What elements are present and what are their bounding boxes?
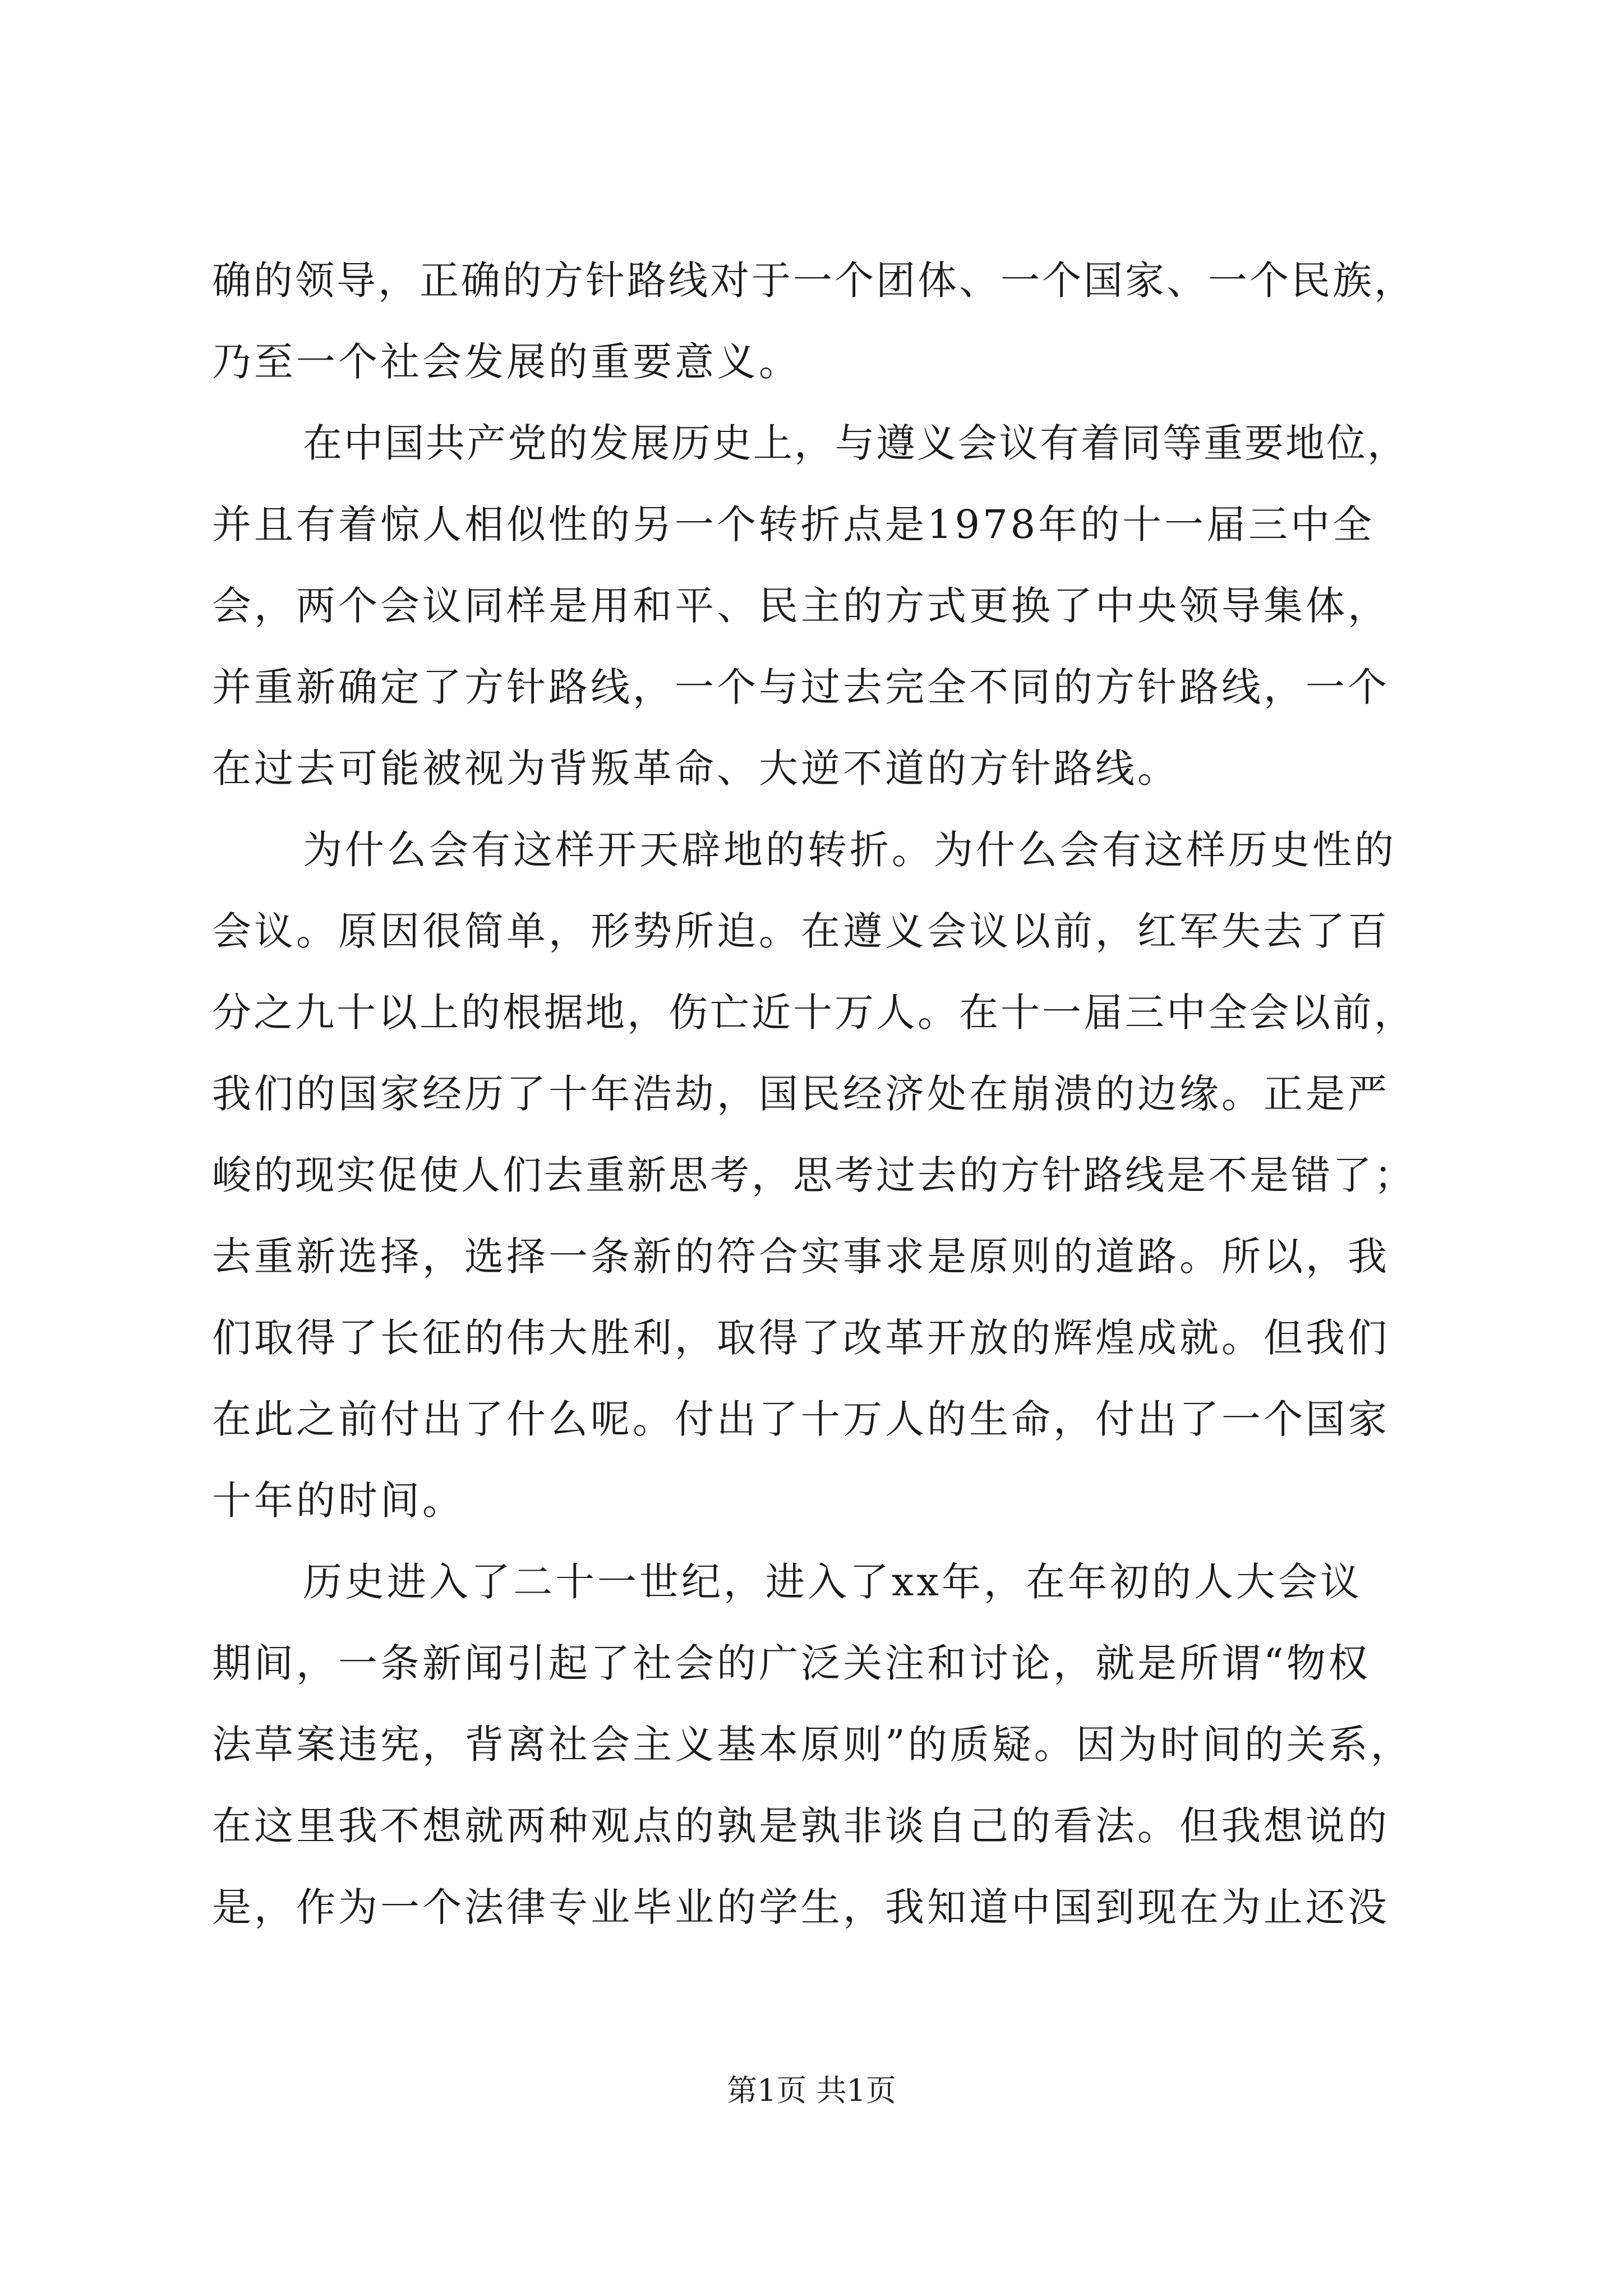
text-line: 并重新确定了方针路线，一个与过去完全不同的方针路线，一个 bbox=[212, 664, 1390, 710]
text-line: 确的领导，正确的方针路线对于一个团体、一个国家、一个民族， bbox=[212, 257, 1415, 303]
text-line: 们取得了长征的伟大胜利，取得了改革开放的辉煌成就。但我们 bbox=[212, 1315, 1390, 1361]
text-line: 会议。原因很简单，形势所迫。在遵义会议以前，红军失去了百 bbox=[212, 908, 1390, 954]
text-line: 我们的国家经历了十年浩劫，国民经济处在崩溃的边缘。正是严 bbox=[212, 1071, 1390, 1117]
text-line: 并且有着惊人相似性的另一个转折点是1978年的十一届三中全 bbox=[212, 501, 1375, 547]
text-line: 是，作为一个法律专业毕业的学生，我知道中国到现在为止还没 bbox=[212, 1884, 1390, 1930]
text-line: 乃至一个社会发展的重要意义。 bbox=[212, 339, 801, 385]
text-line: 峻的现实促使人们去重新思考，思考过去的方针路线是不是错了； bbox=[212, 1152, 1415, 1198]
paragraph-start-line: 为什么会有这样开天辟地的转折。为什么会有这样历史性的 bbox=[303, 827, 1396, 873]
text-line: 十年的时间。 bbox=[212, 1478, 464, 1524]
text-line: 分之九十以上的根据地，伤亡近十万人。在十一届三中全会以前， bbox=[212, 990, 1415, 1036]
text-line: 期间，一条新闻引起了社会的广泛关注和讨论，就是所谓“物权 bbox=[212, 1640, 1371, 1686]
paragraph-start-line: 在中国共产党的发展历史上，与遵义会议有着同等重要地位， bbox=[303, 420, 1408, 466]
text-line: 法草案违宪，背离社会主义基本原则”的质疑。因为时间的关系， bbox=[212, 1722, 1413, 1768]
text-line: 去重新选择，选择一条新的符合实事求是原则的道路。所以，我 bbox=[212, 1234, 1390, 1280]
text-line: 在这里我不想就两种观点的孰是孰非谈自己的看法。但我想说的 bbox=[212, 1803, 1390, 1849]
text-line: 在此之前付出了什么呢。付出了十万人的生命，付出了一个国家 bbox=[212, 1396, 1390, 1442]
paragraph-start-line: 历史进入了二十一世纪，进入了xx年，在年初的人大会议 bbox=[303, 1559, 1362, 1605]
page-number-footer: 第1页 共1页 bbox=[727, 2073, 896, 2108]
text-line: 在过去可能被视为背叛革命、大逆不道的方针路线。 bbox=[212, 746, 1179, 792]
text-line: 会，两个会议同样是用和平、民主的方式更换了中央领导集体， bbox=[212, 583, 1390, 629]
